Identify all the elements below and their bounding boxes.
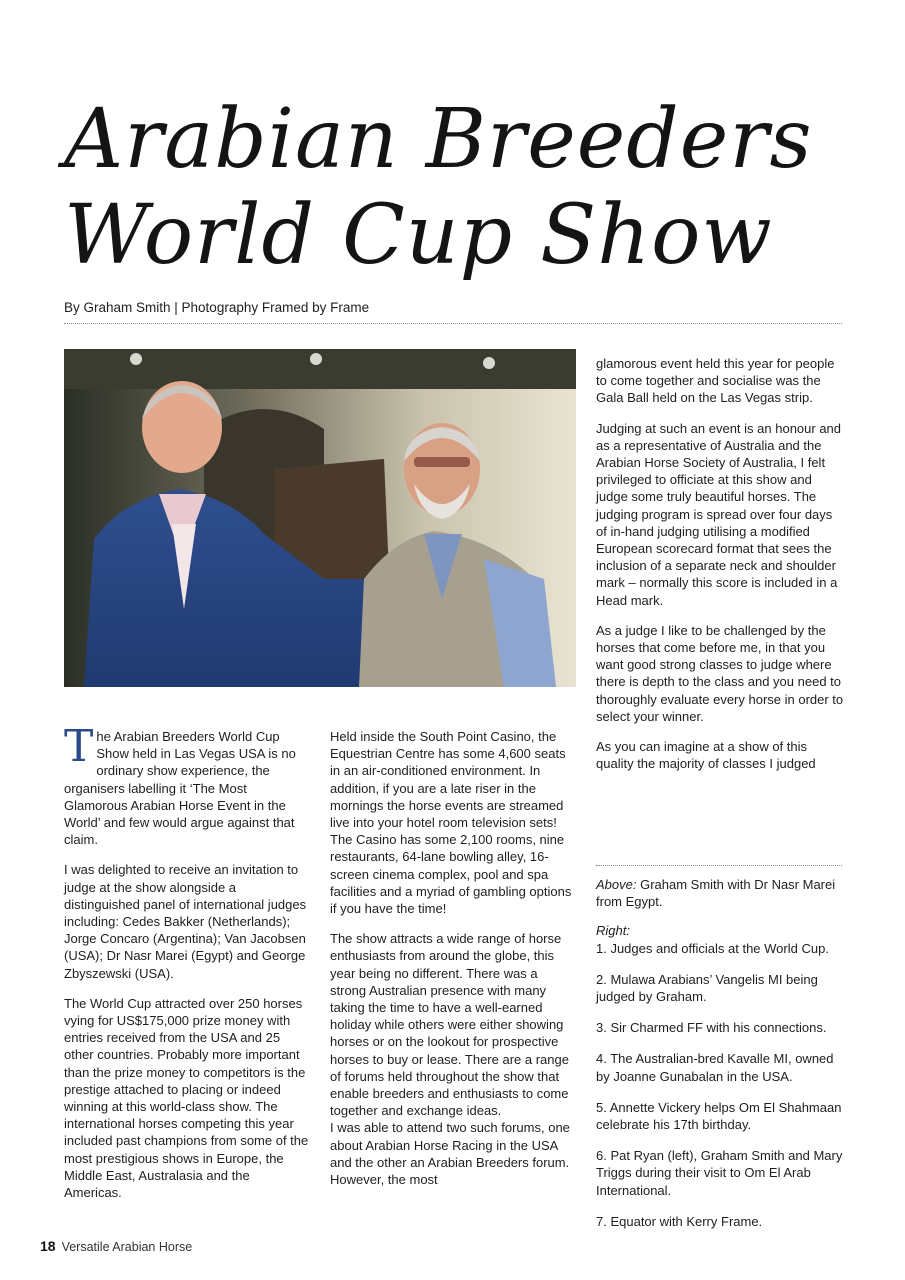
column-1 (64, 721, 310, 1214)
paragraph-5: The show attracts a wide range of horse enthusiasts from around the globe, this year being no different. There was a strong Australian presence with many taking the time to have a well-earned holiday while others were either showing horses or on the lookout for prospective horses to buy or lease. There are a range of forums held throughout the show that enable breeders and enthusiasts to come together and exchange ideas. (330, 931, 569, 1119)
column-3 (596, 355, 846, 785)
caption-item: 7. Equator with Kerry Frame. (596, 1213, 763, 1229)
caption-item: 6. Pat Ryan (left), Graham Smith and Mary Triggs during their visit to Om El Arab International. (596, 1148, 843, 1198)
page-number: 18 (40, 1238, 56, 1254)
caption-item: 3. Sir Charmed FF with his connections. (596, 1020, 827, 1036)
paragraph-10: As you can imagine at a show of this quality the majority of classes I judged (596, 739, 816, 772)
caption-above: Above: Graham Smith with Dr Nasr Marei from Egypt. (596, 877, 836, 910)
caption-item: 2. Mulawa Arabians’ Vangelis MI being judged by Graham. (596, 971, 818, 1005)
photo-captions (596, 876, 846, 1244)
caption-item: 5. Annette Vickery helps Om El Shahmaan celebrate his 17th birthday. (596, 1099, 842, 1133)
byline: By Graham Smith | Photography Framed by Frame (64, 300, 370, 315)
title-divider (64, 323, 842, 324)
paragraph-7: glamorous event held this year for people to come together and socialise was the Gala Ball held on the Las Vegas strip. (596, 356, 835, 406)
paragraph-1: The Arabian Breeders World Cup Show held in Las Vegas USA is no ordinary show experience, the organisers labelling it ‘The Most Glamorous Arabian Horse Event in the World’ and few would argue against that claim. (64, 721, 296, 848)
caption-item: 4. The Australian-bred Kavalle MI, owned by Joanne Gunabalan in the USA. (596, 1051, 834, 1084)
paragraph-4: Held inside the South Point Casino, the Equestrian Centre has some 4,600 seats in an air-conditioned environment. In addition, if you are a late riser in the mornings the horse events are streamed live into your hotel room television sets! The Casino has some 2,100 rooms, nine restaurants, 64-lane bowling alley, 16-screen cinema complex, pool and spa facilities and a myriad of gambling options if you have the time! (330, 729, 572, 917)
drop-cap: T (64, 721, 94, 772)
page-footer (40, 1238, 192, 1254)
caption-divider (596, 865, 842, 866)
article-title (64, 92, 864, 284)
paragraph-2: I was delighted to receive an invitation to judge at the show alongside a distinguished panel of international judges including: Cedes Bakker (Netherlands); Jorge Concaro (Argentina); Van Jacobsen (USA); Dr Nasr Marei (Egypt) and George Zbyszewski (USA). (64, 862, 307, 981)
paragraph-3: The World Cup attracted over 250 horses vying for US$175,000 prize money with entries received from the USA and 25 other countries. Probably more important than the prize money to competitors is the prestige attached to placing or indeed winning at this world-class show. The international horses competing this year included past champions from some of the most prestigious shows in Europe, the Middle East, Australasia and the Americas. (64, 995, 309, 1201)
article-photo (64, 349, 576, 687)
column-2 (330, 728, 576, 1201)
paragraph-9: As a judge I like to be challenged by the horses that come before me, in that you want good strong classes to judge where there is depth to the class and you need to thoroughly evaluate every horse in order to select your winner. (596, 622, 844, 724)
paragraph-8: Judging at such an event is an honour and as a representative of Australia and the Arabian Horse Society of Australia, I felt privileged to officiate at this show and judge some truly beautiful horses. The judging program is spread over four days of in-hand judging utilising a modified European scorecard format that sees the inclusion of a separate neck and shoulder mark – normally this score is included in a Head mark. (596, 420, 842, 608)
caption-item: 1. Judges and officials at the World Cup. (596, 940, 829, 956)
caption-right-label: Right: (596, 923, 630, 939)
title-line-1: Arabian Breeders (64, 92, 813, 187)
magazine-name: Versatile Arabian Horse (61, 1240, 193, 1254)
paragraph-6: I was able to attend two such forums, one about Arabian Horse Racing in the USA and the other an Arabian Breeders forum. However, the most (330, 1120, 570, 1188)
title-line-2: World Cup Show (64, 188, 773, 283)
